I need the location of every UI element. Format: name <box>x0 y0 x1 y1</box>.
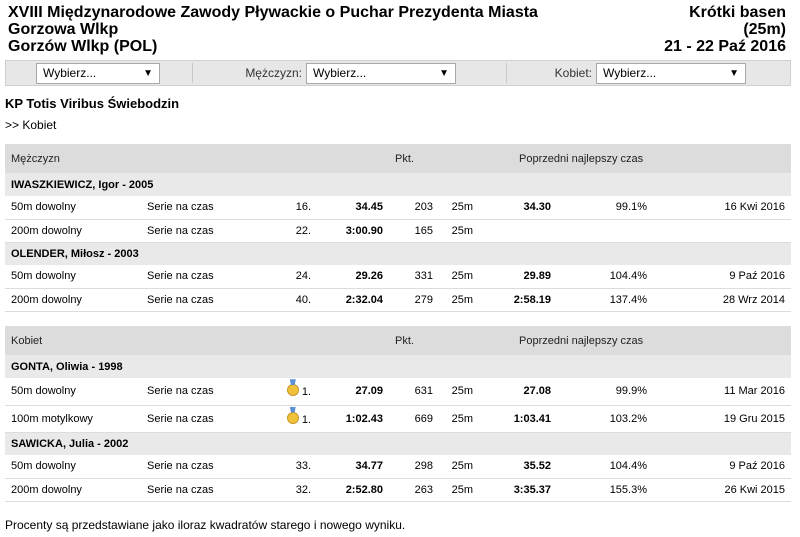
pool-length: 25m <box>439 265 479 288</box>
result-time[interactable]: 3:00.90 <box>317 219 389 242</box>
place: 32. <box>273 478 317 501</box>
percentage: 99.9% <box>557 378 653 405</box>
meet-title <box>8 4 608 55</box>
filter-divider <box>192 63 193 83</box>
round-name: Serie na czas <box>141 219 273 242</box>
round-name: Serie na czas <box>141 478 273 501</box>
table-row <box>5 405 791 432</box>
event-name[interactable]: 50m dowolny <box>5 265 141 288</box>
event-name[interactable]: 100m motylkowy <box>5 405 141 432</box>
meet-pool-info <box>664 4 786 55</box>
points: 669 <box>389 405 439 432</box>
percentage: 104.4% <box>557 265 653 288</box>
table-header <box>5 144 791 173</box>
pool-length: 25m <box>439 196 479 219</box>
percentage <box>557 219 653 242</box>
place: 1. <box>301 413 311 426</box>
category-header: Mężczyzn <box>5 144 389 173</box>
pool-length: 25m <box>439 405 479 432</box>
meet-location: Gorzów Wlkp (POL) <box>8 38 158 55</box>
meet-dates: 21 - 22 Paź 2016 <box>664 38 786 55</box>
men-results-table <box>5 144 791 312</box>
result-time[interactable]: 34.77 <box>317 455 389 478</box>
event-name[interactable]: 50m dowolny <box>5 455 141 478</box>
result-time[interactable]: 1:02.43 <box>317 405 389 432</box>
table-row <box>5 196 791 219</box>
prev-best-time: 35.52 <box>479 455 557 478</box>
athlete-row <box>5 173 791 196</box>
round-name: Serie na czas <box>141 378 273 405</box>
percentage: 155.3% <box>557 478 653 501</box>
breadcrumb[interactable]: >> Kobiet <box>5 118 57 132</box>
pool-length: 25m <box>439 455 479 478</box>
round-name: Serie na czas <box>141 455 273 478</box>
pool-length: 25m <box>439 378 479 405</box>
prev-best-time: 3:35.37 <box>479 478 557 501</box>
chevron-down-icon: ▼ <box>729 68 739 79</box>
event-name[interactable]: 50m dowolny <box>5 378 141 405</box>
category-header: Kobiet <box>5 326 389 355</box>
event-name[interactable]: 200m dowolny <box>5 478 141 501</box>
men-filter-label: Mężczyzn: <box>245 66 302 80</box>
chevron-down-icon: ▼ <box>439 68 449 79</box>
place-cell <box>273 378 317 405</box>
table-row <box>5 288 791 311</box>
pool-length: 25m <box>439 219 479 242</box>
points: 331 <box>389 265 439 288</box>
men-select[interactable] <box>306 63 456 84</box>
event-name[interactable]: 200m dowolny <box>5 219 141 242</box>
place-cell <box>273 405 317 432</box>
result-time[interactable]: 2:32.04 <box>317 288 389 311</box>
men-select-value: Wybierz... <box>313 66 367 80</box>
points: 203 <box>389 196 439 219</box>
pool-length: 25m <box>439 478 479 501</box>
points: 631 <box>389 378 439 405</box>
place: 40. <box>273 288 317 311</box>
points: 165 <box>389 219 439 242</box>
pool-type: Krótki basen <box>689 4 786 21</box>
prev-best-header: Poprzedni najlepszy czas <box>479 144 791 173</box>
result-time[interactable]: 34.45 <box>317 196 389 219</box>
table-row <box>5 265 791 288</box>
percentage: 104.4% <box>557 455 653 478</box>
prev-best-header: Poprzedni najlepszy czas <box>479 326 791 355</box>
result-time[interactable]: 27.09 <box>317 378 389 405</box>
pool-length: 25m <box>439 288 479 311</box>
event-name[interactable]: 50m dowolny <box>5 196 141 219</box>
result-time[interactable]: 29.26 <box>317 265 389 288</box>
prev-best-time: 1:03.41 <box>479 405 557 432</box>
women-select-value: Wybierz... <box>603 66 657 80</box>
prev-best-date: 9 Paź 2016 <box>653 265 791 288</box>
event-select[interactable] <box>36 63 160 84</box>
percentage: 103.2% <box>557 405 653 432</box>
table-row <box>5 455 791 478</box>
round-name: Serie na czas <box>141 405 273 432</box>
points: 298 <box>389 455 439 478</box>
athlete-name[interactable]: GONTA, Oliwia - 1998 <box>5 355 791 378</box>
filter-divider <box>506 63 507 83</box>
club-name: KP Totis Viribus Świebodzin <box>5 96 180 111</box>
chevron-down-icon: ▼ <box>143 68 153 79</box>
gold-medal-icon <box>287 412 299 424</box>
result-time[interactable]: 2:52.80 <box>317 478 389 501</box>
prev-best-date: 9 Paź 2016 <box>653 455 791 478</box>
women-results-table <box>5 326 791 502</box>
meet-name: XVIII Międzynarodowe Zawody Pływackie o Puchar Prezydenta Miasta Gorzowa Wlkp <box>8 4 538 38</box>
place: 22. <box>273 219 317 242</box>
points: 263 <box>389 478 439 501</box>
prev-best-date: 28 Wrz 2014 <box>653 288 791 311</box>
table-row <box>5 219 791 242</box>
place: 24. <box>273 265 317 288</box>
prev-best-date: 26 Kwi 2015 <box>653 478 791 501</box>
prev-best-time <box>479 219 557 242</box>
athlete-row <box>5 355 791 378</box>
women-select[interactable] <box>596 63 746 84</box>
prev-best-time: 29.89 <box>479 265 557 288</box>
place: 16. <box>273 196 317 219</box>
women-filter-label: Kobiet: <box>554 66 592 80</box>
table-header <box>5 326 791 355</box>
prev-best-date: 19 Gru 2015 <box>653 405 791 432</box>
place: 1. <box>301 386 311 399</box>
athlete-row <box>5 242 791 265</box>
athlete-name[interactable]: OLENDER, Miłosz - 2003 <box>5 242 791 265</box>
round-name: Serie na czas <box>141 196 273 219</box>
place: 33. <box>273 455 317 478</box>
percentage: 99.1% <box>557 196 653 219</box>
points: 279 <box>389 288 439 311</box>
pool-length: (25m) <box>743 21 786 38</box>
athlete-row <box>5 432 791 455</box>
points-header: Pkt. <box>389 144 439 173</box>
prev-best-time: 2:58.19 <box>479 288 557 311</box>
percentage: 137.4% <box>557 288 653 311</box>
athlete-name[interactable]: SAWICKA, Julia - 2002 <box>5 432 791 455</box>
prev-best-time: 27.08 <box>479 378 557 405</box>
event-name[interactable]: 200m dowolny <box>5 288 141 311</box>
filter-bar <box>5 60 791 86</box>
prev-best-date: 16 Kwi 2016 <box>653 196 791 219</box>
points-header: Pkt. <box>389 326 439 355</box>
meet-header <box>8 4 786 58</box>
round-name: Serie na czas <box>141 265 273 288</box>
prev-best-date <box>653 219 791 242</box>
athlete-name[interactable]: IWASZKIEWICZ, Igor - 2005 <box>5 173 791 196</box>
gold-medal-icon <box>287 384 299 396</box>
event-select-value: Wybierz... <box>43 66 97 80</box>
footnote: Procenty są przedstawiane jako iloraz kwadratów starego i nowego wyniku. <box>5 518 406 532</box>
table-row <box>5 478 791 501</box>
table-row <box>5 378 791 405</box>
round-name: Serie na czas <box>141 288 273 311</box>
prev-best-time: 34.30 <box>479 196 557 219</box>
prev-best-date: 11 Mar 2016 <box>653 378 791 405</box>
